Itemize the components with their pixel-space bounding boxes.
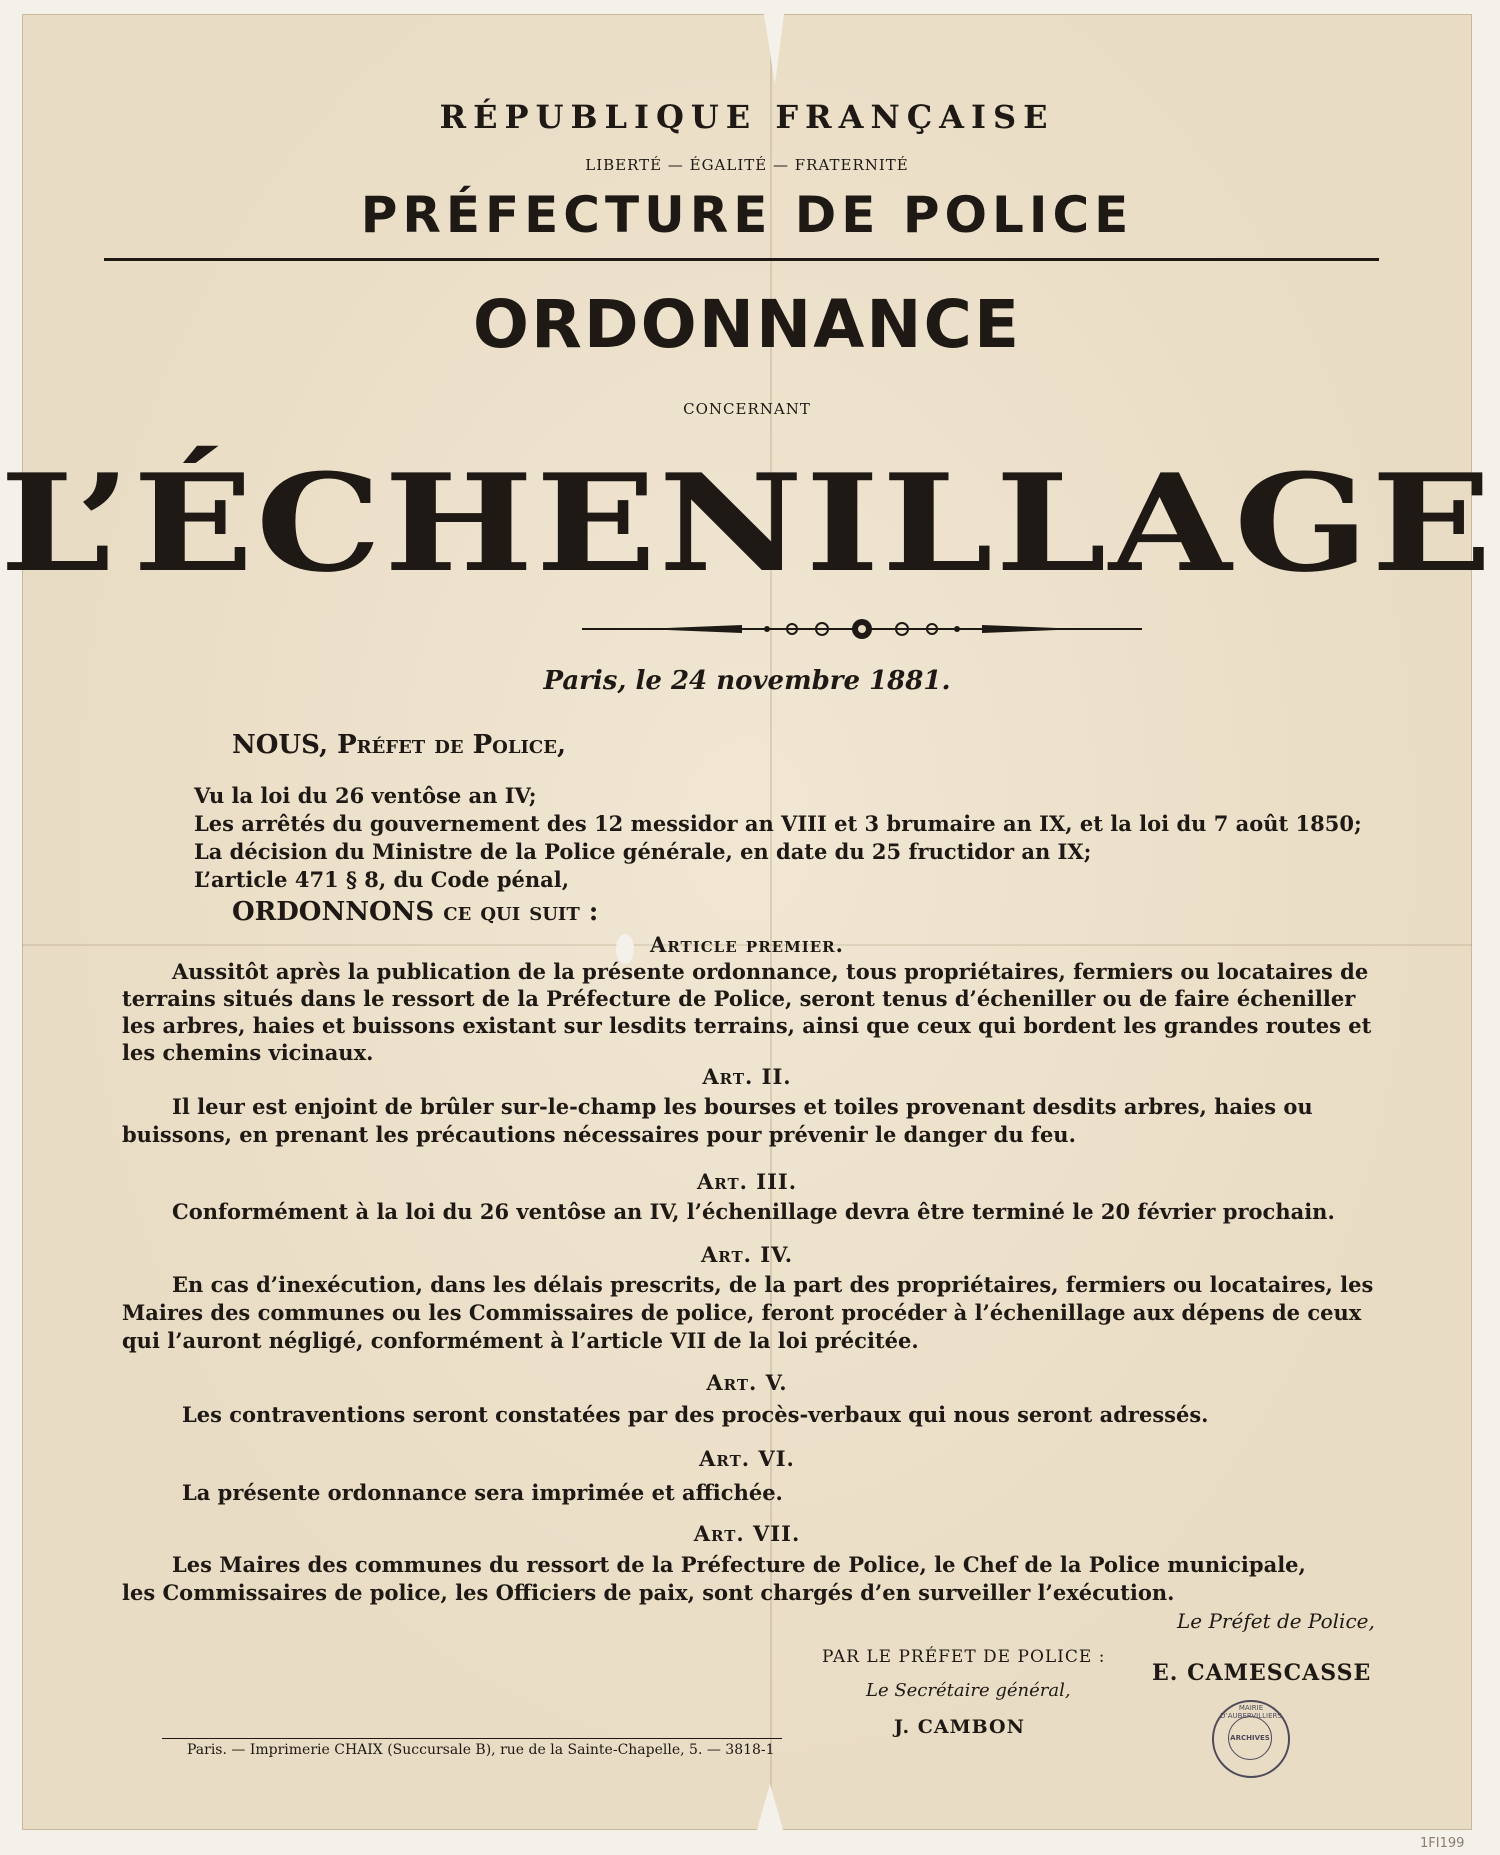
article-line: Maires des communes ou les Commissaires de police, feront procéder à l’échenillage aux dépens de ceux bbox=[122, 1300, 1362, 1325]
article-line: les Commissaires de police, les Officiers de paix, sont chargés d’en surveiller l’exécution. bbox=[122, 1580, 1175, 1605]
par-le-prefet: PAR LE PRÉFET DE POLICE : bbox=[822, 1647, 1106, 1667]
date-line: Paris, le 24 novembre 1881. bbox=[543, 666, 951, 696]
article-line: qui l’auront négligé, conformément à l’article VII de la loi précitée. bbox=[122, 1328, 919, 1353]
article-line: terrains situés dans le ressort de la Préfecture de Police, seront tenus d’écheniller ou de faire écheniller bbox=[122, 986, 1356, 1011]
article-line: Il leur est enjoint de brûler sur-le-champ les bourses et toiles provenant desdits arbres, haies ou bbox=[172, 1094, 1313, 1119]
printer-line: Paris. — Imprimerie CHAIX (Succursale B), rue de la Sainte-Chapelle, 5. — 3818-1 bbox=[187, 1742, 775, 1758]
article-title: Art. II. bbox=[702, 1064, 792, 1089]
secretaire-name: J. CAMBON bbox=[894, 1716, 1025, 1738]
article-line: buissons, en prenant les précautions nécessaires pour prévenir le danger du feu. bbox=[122, 1122, 1076, 1147]
article-title: Article premier. bbox=[650, 932, 844, 957]
article-title: Art. VII. bbox=[693, 1521, 801, 1546]
prefet-title-word: Préfet de Police, bbox=[337, 730, 567, 760]
ordonnons-heading bbox=[232, 897, 598, 927]
archive-stamp bbox=[1212, 1700, 1290, 1778]
article-line: Conformément à la loi du 26 ventôse an IV, l’échenillage devra être terminé le 20 février prochain. bbox=[172, 1199, 1335, 1224]
prefet-title-signature: Le Préfet de Police, bbox=[1177, 1609, 1375, 1633]
stamp-center-text: ARCHIVES bbox=[1228, 1716, 1272, 1760]
preamble-line: L’article 471 § 8, du Code pénal, bbox=[194, 867, 570, 892]
article-line: les chemins vicinaux. bbox=[122, 1040, 374, 1065]
article-title: Art. III. bbox=[696, 1169, 798, 1194]
ordonnons-word: ORDONNONS bbox=[232, 897, 435, 927]
poster bbox=[0, 14, 1495, 1830]
secretaire-title: Le Secrétaire général, bbox=[866, 1680, 1071, 1701]
article-line: En cas d’inexécution, dans les délais prescrits, de la part des propriétaires, fermiers ou locataires, les bbox=[172, 1272, 1374, 1297]
article-line: Aussitôt après la publication de la présente ordonnance, tous propriétaires, fermiers ou locataires de bbox=[172, 959, 1369, 984]
nous-word: NOUS, bbox=[232, 730, 328, 760]
ordonnance-title: ORDONNANCE bbox=[472, 286, 1022, 363]
article-line: Les Maires des communes du ressort de la Préfecture de Police, le Chef de la Police municipale, bbox=[172, 1552, 1306, 1577]
article-title: Art. IV. bbox=[700, 1242, 794, 1267]
concernant-label: CONCERNANT bbox=[683, 400, 811, 418]
preamble-line: Vu la loi du 26 ventôse an IV; bbox=[194, 783, 537, 808]
prefet-name: E. CAMESCASSE bbox=[1152, 1660, 1372, 1686]
preamble-line: La décision du Ministre de la Police générale, en date du 25 fructidor an IX; bbox=[194, 839, 1092, 864]
preamble-line: Les arrêtés du gouvernement des 12 messidor an VIII et 3 brumaire an IX, et la loi du 7 août 1850; bbox=[194, 811, 1362, 836]
article-title: Art. VI. bbox=[699, 1446, 795, 1471]
ordonnons-suffix: ce qui suit : bbox=[443, 897, 599, 927]
stamp-ring-text: MAIRIE D’AUBERVILLIERS bbox=[1220, 1704, 1282, 1720]
tear-top bbox=[764, 14, 784, 84]
republic-title: RÉPUBLIQUE FRANÇAISE bbox=[439, 98, 1055, 136]
motto: LIBERTÉ — ÉGALITÉ — FRATERNITÉ bbox=[585, 156, 909, 174]
prefecture-title: PRÉFECTURE DE POLICE bbox=[360, 186, 1134, 244]
preamble-heading bbox=[232, 730, 566, 760]
article-line: La présente ordonnance sera imprimée et affichée. bbox=[182, 1480, 783, 1505]
ornament-divider bbox=[582, 616, 1142, 642]
tear-bottom bbox=[757, 1784, 783, 1830]
header-rule bbox=[104, 258, 1379, 261]
archive-reference: 1FI199 bbox=[1420, 1836, 1465, 1851]
subject-title: L’ÉCHENILLAGE bbox=[0, 444, 1495, 602]
article-title: Art. V. bbox=[706, 1370, 788, 1395]
article-line: Les contraventions seront constatées par des procès-verbaux qui nous seront adressés. bbox=[182, 1402, 1209, 1427]
printer-rule bbox=[162, 1738, 782, 1739]
article-line: les arbres, haies et buissons existant sur lesdits terrains, ainsi que ceux qui bordent les grandes routes et bbox=[122, 1013, 1372, 1038]
